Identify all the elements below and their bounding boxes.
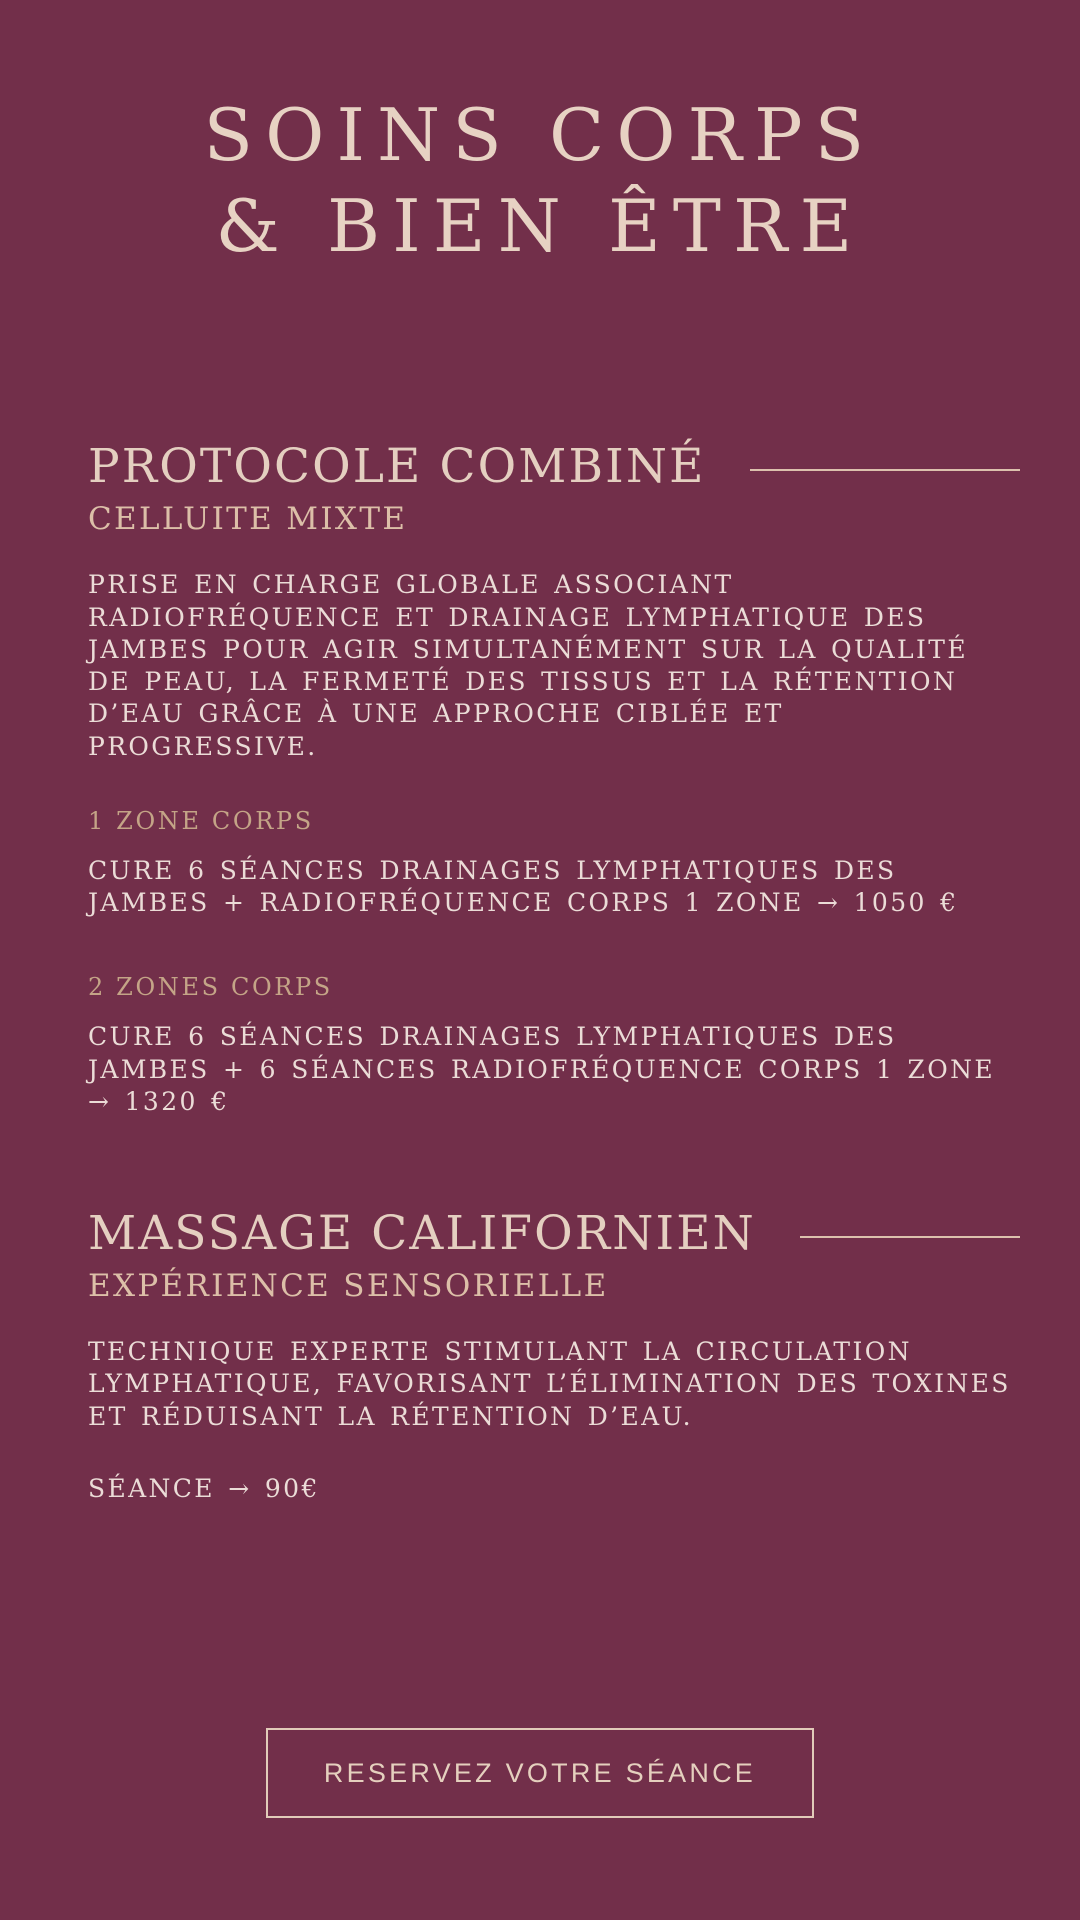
section-heading: PROTOCOLE COMBINÉ [88, 439, 706, 495]
offer-1-zone-corps [88, 806, 1020, 920]
section-heading: MASSAGE CALIFORNIEN [88, 1206, 756, 1262]
offer-label: 2 ZONES CORPS [88, 973, 333, 1002]
heading-rule [750, 469, 1021, 471]
offer-detail: SÉANCE → 90€ [88, 1473, 320, 1503]
page-title-line1: SOINS CORPS [203, 93, 877, 177]
offer-2-zones-corps [88, 975, 1020, 1118]
section-heading-row [88, 439, 1020, 495]
section-description: PRISE EN CHARGE GLOBALE ASSOCIANT RADIOFRÉQUENCE ET DRAINAGE LYMPHATIQUE DES JAMBES POUR AGIR SIMULTANÉMENT SUR LA QUALITÉ DE PEAU, LA FERMETÉ DES TISSUS ET LA RÉTENTION D’EAU GRÂCE À UNE APPROCHE CIBLÉE ET PROGRESSIVE. [88, 570, 968, 761]
reserve-seance-button[interactable]: RESERVEZ VOTRE SÉANCE [266, 1728, 814, 1818]
page-title [60, 90, 1020, 271]
page-title-line2: & BIEN ÊTRE [215, 183, 865, 268]
section-subtitle: EXPÉRIENCE SENSORIELLE [88, 1268, 609, 1305]
section-protocole-combine [88, 439, 1020, 1118]
section-massage-californien [88, 1206, 1020, 1505]
heading-rule [800, 1236, 1020, 1238]
offer-label: 1 ZONE CORPS [88, 806, 314, 835]
offer-detail: CURE 6 SÉANCES DRAINAGES LYMPHATIQUES DES JAMBES + 6 SÉANCES RADIOFRÉQUENCE CORPS 1 ZONE → 1320 € [88, 1022, 996, 1116]
offer-detail: CURE 6 SÉANCES DRAINAGES LYMPHATIQUES DES JAMBES + RADIOFRÉQUENCE CORPS 1 ZONE → 1050 € [88, 855, 959, 918]
section-description: TECHNIQUE EXPERTE STIMULANT LA CIRCULATION LYMPHATIQUE, FAVORISANT L’ÉLIMINATION DES TOXINES ET RÉDUISANT LA RÉTENTION D’EAU. [88, 1337, 1011, 1431]
section-subtitle: CELLUITE MIXTE [88, 501, 408, 538]
offer-seance [88, 1473, 1020, 1505]
cta-container [0, 1728, 1080, 1818]
section-heading-row [88, 1206, 1020, 1262]
